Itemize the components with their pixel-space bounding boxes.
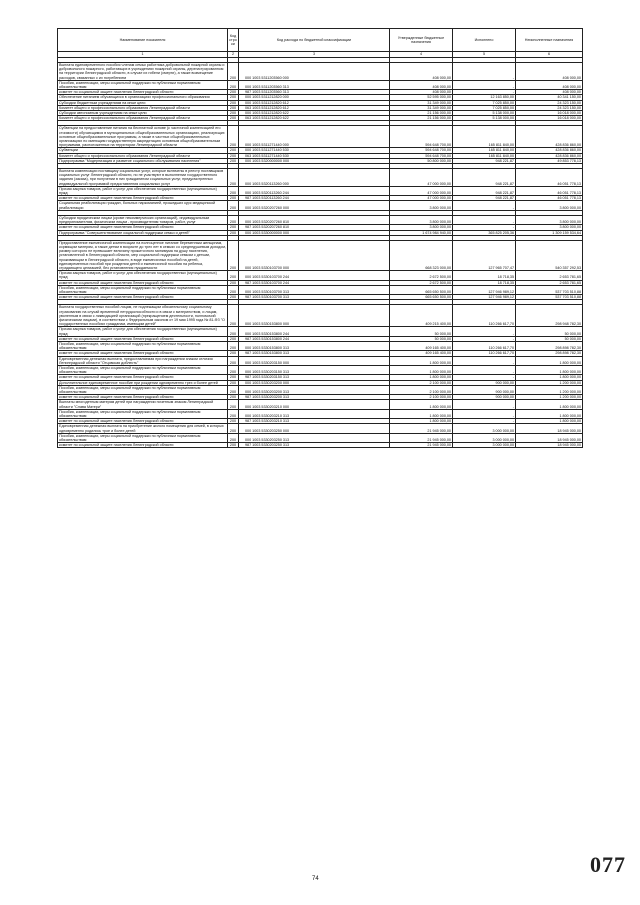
row-approved-amount: 408 000,00 [390, 80, 453, 89]
row-name: Комитет общего и профессионального образования Ленинградской области [58, 153, 228, 158]
row-name: комитет по социальной защите населения Ленинградской области [58, 295, 228, 300]
row-unexecuted-amount: 18 945 000,00 [516, 424, 583, 433]
row-unexecuted-amount: 428 836 860,00 [516, 153, 583, 158]
table-row [58, 400, 583, 409]
row-classification-code: 000 1003 5320113260 244 [239, 186, 390, 195]
row-classification-code: 000 1003 5330203250 313 [239, 433, 390, 442]
row-approved-amount: 31 349 000,00 [390, 105, 453, 110]
table-row [58, 271, 583, 280]
row-classification-code: 000 1003 5311212820 612 [239, 100, 390, 105]
row-name: Пособия, компенсации, меры социальной поддержки по публичным нормативным обязательствам [58, 433, 228, 442]
row-classification-code: 000 1003 5330103700 000 [239, 240, 390, 270]
row-kod: 200 [228, 433, 239, 442]
row-classification-code: 000 1003 5311212820 000 [239, 95, 390, 100]
table-row [58, 215, 583, 224]
table-body [58, 58, 583, 448]
row-approved-amount: 2 100 000,00 [390, 380, 453, 385]
row-unexecuted-amount: 428 836 860,00 [516, 148, 583, 153]
row-kod: 200 [228, 400, 239, 409]
row-approved-amount: 1 800 000,00 [390, 419, 453, 424]
table-row [58, 433, 583, 442]
row-kod: 200 [228, 169, 239, 187]
column-number: 3 [239, 52, 390, 58]
row-unexecuted-amount: 298 898 782,30 [516, 341, 583, 350]
row-classification-code: 000 1003 5320113260 000 [239, 169, 390, 187]
row-unexecuted-amount: 50 000,00 [516, 336, 583, 341]
table-header-row [58, 29, 583, 52]
row-name: Комитет общего и профессионального образования Ленинградской области [58, 105, 228, 110]
row-approved-amount: 52 595 000,00 [390, 95, 453, 100]
row-kod: 200 [228, 63, 239, 81]
row-kod: 200 [228, 196, 239, 201]
table-row [58, 285, 583, 294]
row-executed-amount: 948 221,87 [453, 196, 516, 201]
table-row [58, 240, 583, 270]
row-executed-amount: 948 221,87 [453, 186, 516, 195]
row-classification-code: 000 1003 5330203150 000 [239, 356, 390, 365]
row-approved-amount: 50 000,00 [390, 336, 453, 341]
row-unexecuted-amount: 2 653 781,65 [516, 271, 583, 280]
row-name: комитет по социальной защите населения Ленинградской области [58, 419, 228, 424]
row-approved-amount: 47 000 000,00 [390, 186, 453, 195]
page-number: 74 [312, 876, 319, 882]
row-kod: 200 [228, 305, 239, 327]
row-kod: 200 [228, 356, 239, 365]
column-number: 2 [228, 52, 239, 58]
row-name: Единовременная денежная выплата на приобретение жилого помещения для семей, в которых одновременно родились трое и более детей [58, 424, 228, 433]
row-executed-amount: - [453, 375, 516, 380]
row-classification-code: 000 1003 5330203200 313 [239, 385, 390, 394]
row-approved-amount: 594 648 700,00 [390, 126, 453, 148]
row-unexecuted-amount: 1 800 000,00 [516, 375, 583, 380]
row-classification-code: 000 1003 5320207260 000 [239, 201, 390, 210]
row-unexecuted-amount: 3 800 000,00 [516, 215, 583, 224]
row-kod: 200 [228, 271, 239, 280]
row-classification-code: 063 1003 5311212820 612 [239, 105, 390, 110]
row-executed-amount: - [453, 356, 516, 365]
row-kod: 200 [228, 280, 239, 285]
row-unexecuted-amount: 1 800 000,00 [516, 356, 583, 365]
row-kod: 200 [228, 341, 239, 350]
row-executed-amount: 110 266 617,70 [453, 305, 516, 327]
row-approved-amount: 3 800 000,00 [390, 201, 453, 210]
row-kod: 200 [228, 215, 239, 224]
row-unexecuted-amount: 1 800 000,00 [516, 409, 583, 418]
row-classification-code: 000 1003 5320207260 810 [239, 215, 390, 224]
row-approved-amount: 3 800 000,00 [390, 225, 453, 230]
row-kod: 200 [228, 201, 239, 210]
row-classification-code: 987 1003 5330203250 313 [239, 443, 390, 448]
row-approved-amount: 2 672 500,00 [390, 271, 453, 280]
row-executed-amount: 5 138 000,00 [453, 111, 516, 116]
row-approved-amount: 665 650 500,00 [390, 285, 453, 294]
row-unexecuted-amount: 3 800 000,00 [516, 225, 583, 230]
row-executed-amount: - [453, 225, 516, 230]
row-kod: 200 [228, 365, 239, 374]
row-classification-code: 987 1003 5330203200 313 [239, 395, 390, 400]
row-kod: 200 [228, 158, 239, 163]
row-kod: 200 [228, 380, 239, 385]
row-unexecuted-amount: 408 000,00 [516, 80, 583, 89]
row-executed-amount: 3 000 000,00 [453, 443, 516, 448]
row-name: комитет по социальной защите населения Ленинградской области [58, 196, 228, 201]
row-kod: 200 [228, 327, 239, 336]
row-name: Выплата государственных пособий лицам, не подлежащим обязательному социальному страхованию на случай временной нетрудоспособности и в связи с материнством, и лицам, уволенным в связи с ликвидацией организаций (прекращением деятельности, полномочий физическими лицами), в соответствии с Федеральным законом от 19 мая 1995 года № 81-ФЗ "О государственных пособиях гражданам, имеющим детей" [58, 305, 228, 327]
row-kod: 200 [228, 90, 239, 95]
row-classification-code: 987 1003 5330203210 313 [239, 419, 390, 424]
row-kod: 200 [228, 225, 239, 230]
row-classification-code: 000 1003 5311203560 000 [239, 63, 390, 81]
row-executed-amount: - [453, 63, 516, 81]
table-row [58, 305, 583, 327]
row-classification-code: 000 1003 5330153800 000 [239, 305, 390, 327]
row-unexecuted-amount: 1 200 000,00 [516, 385, 583, 394]
row-name: Единовременная денежная выплата, предоставляемая при награждении знаком отличия Ленинградской области "Отцовская доблесть" [58, 356, 228, 365]
row-executed-amount: 12 163 850,00 [453, 95, 516, 100]
row-executed-amount: - [453, 80, 516, 89]
row-approved-amount: 409 215 400,00 [390, 305, 453, 327]
row-approved-amount: 21 945 000,00 [390, 424, 453, 433]
row-approved-amount: 668 323 000,00 [390, 240, 453, 270]
row-executed-amount: 18 718,35 [453, 271, 516, 280]
row-name: Пособия, компенсации, меры социальной поддержки по публичным нормативным обязательствам [58, 285, 228, 294]
row-approved-amount: 1 800 000,00 [390, 400, 453, 409]
row-executed-amount: - [453, 365, 516, 374]
row-approved-amount: 408 000,00 [390, 90, 453, 95]
row-approved-amount: 409 165 400,00 [390, 351, 453, 356]
row-executed-amount: 900 000,00 [453, 385, 516, 394]
row-name: Пособия, компенсации, меры социальной поддержки по публичным нормативным обязательствам [58, 385, 228, 394]
row-unexecuted-amount: 1 309 159 534,64 [516, 230, 583, 235]
row-name: Социальная реабилитация граждан, больных наркоманией, прошедших курс медицинской реабилитации [58, 201, 228, 210]
row-name: комитет по социальной защите населения Ленинградской области [58, 351, 228, 356]
row-unexecuted-amount: 1 800 000,00 [516, 400, 583, 409]
row-unexecuted-amount: 50 000,00 [516, 327, 583, 336]
row-kod: 200 [228, 126, 239, 148]
row-executed-amount: - [453, 409, 516, 418]
row-unexecuted-amount: 2 653 781,65 [516, 280, 583, 285]
row-executed-amount: 127 946 989,12 [453, 295, 516, 300]
row-approved-amount: 2 100 000,00 [390, 395, 453, 400]
row-name: Субсидии бюджетным учреждениям на иные цели [58, 100, 228, 105]
row-name: Прочая закупка товаров, работ и услуг для обеспечения государственных (муниципальных) нужд [58, 271, 228, 280]
row-kod: 200 [228, 105, 239, 110]
row-executed-amount: 127 965 707,47 [453, 240, 516, 270]
table-row [58, 365, 583, 374]
row-executed-amount: - [453, 336, 516, 341]
row-approved-amount: 47 000 000,00 [390, 196, 453, 201]
row-kod: 200 [228, 240, 239, 270]
row-classification-code: 987 1003 5311203560 313 [239, 90, 390, 95]
header-executed: Исполнено [453, 29, 516, 52]
row-kod: 200 [228, 409, 239, 418]
row-executed-amount: 18 718,35 [453, 280, 516, 285]
row-unexecuted-amount: 16 018 000,00 [516, 111, 583, 116]
row-approved-amount: 408 000,00 [390, 63, 453, 81]
row-kod: 200 [228, 419, 239, 424]
row-name: Предоставление ежемесячной компенсации на полноценное питание беременным женщинам, кормящим матерям, а также детям в возрасте до трех лет в семьях со среднедушевым доходом, размер которого не превышает величину прожиточного минимума на душу населения, установленной в Ленинградской области, мер социальной поддержки семьям с детьми, проживающим в Ленинградской области, в виде ежемесячных пособий на детей, единовременных пособий при рождении детей и ежемесячной пособия на ребенка, страдающего целиакией, без установления нуждаемости [59, 240, 226, 270]
row-kod: 200 [228, 80, 239, 89]
table-row [58, 63, 583, 81]
row-unexecuted-amount: 46 051 778,13 [516, 186, 583, 195]
row-unexecuted-amount: 46 051 778,13 [516, 196, 583, 201]
row-approved-amount: 21 945 000,00 [390, 433, 453, 442]
row-unexecuted-amount: 1 800 000,00 [516, 419, 583, 424]
row-name: Прочая закупка товаров, работ и услуг для обеспечения государственных (муниципальных) нужд [58, 186, 228, 195]
row-approved-amount: 1 800 000,00 [390, 356, 453, 365]
row-approved-amount: 1 674 984 940,00 [390, 230, 453, 235]
row-unexecuted-amount: 408 000,00 [516, 63, 583, 81]
header-kod: Код стро ки [228, 29, 239, 52]
row-approved-amount: 50 800 000,00 [390, 158, 453, 163]
table-row [58, 80, 583, 89]
row-executed-amount: 165 811 840,00 [453, 148, 516, 153]
table-row [58, 169, 583, 187]
row-name: Выплата единовременного пособия членам семьи работника добровольной пожарной охраны и добровольного пожарного, работающих в учреждениях пожарной охраны, дерегистрированном на территории Ленинградской области, в случае их гибели (смерти), а также возмещение расходов, связанных с их погребением [58, 63, 228, 81]
row-kod: 200 [228, 424, 239, 433]
table-row [58, 201, 583, 210]
row-name: Комитет общего и профессионального образования Ленинградской области [58, 116, 228, 121]
row-name: Субсидии юридическим лицам (кроме некоммерческих организаций), индивидуальным предпринимателям, физическим лицам - производителям товаров, работ, услуг [58, 215, 228, 224]
row-name: комитет по социальной защите населения Ленинградской области [58, 225, 228, 230]
row-name: Пособия, компенсации, меры социальной поддержки по публичным нормативным обязательствам [58, 409, 228, 418]
handwritten-sheet-number: 077 [590, 852, 626, 877]
row-unexecuted-amount: 537 703 510,88 [516, 295, 583, 300]
row-executed-amount: 110 266 617,70 [453, 351, 516, 356]
row-kod: 200 [228, 186, 239, 195]
row-classification-code: 000 1003 5330103700 244 [239, 271, 390, 280]
row-unexecuted-amount: 3 800 000,00 [516, 201, 583, 210]
row-classification-code: 987 1003 5320207260 810 [239, 225, 390, 230]
row-classification-code: 987 1003 5330203150 313 [239, 375, 390, 380]
row-classification-code: 987 1003 5330103700 313 [239, 295, 390, 300]
table-row [58, 424, 583, 433]
row-unexecuted-amount: 49 853 778,13 [516, 158, 583, 163]
row-executed-amount: 110 266 617,70 [453, 341, 516, 350]
row-approved-amount: 50 000,00 [390, 327, 453, 336]
row-executed-amount: 165 811 840,00 [453, 153, 516, 158]
row-kod: 200 [228, 351, 239, 356]
row-classification-code: 987 1003 5330153800 313 [239, 351, 390, 356]
row-unexecuted-amount: 46 051 778,13 [516, 169, 583, 187]
table-row [58, 327, 583, 336]
row-classification-code: 063 1003 5311212820 622 [239, 116, 390, 121]
row-unexecuted-amount: 24 323 150,00 [516, 105, 583, 110]
column-number: 4 [390, 52, 453, 58]
row-executed-amount: 3 000 000,00 [453, 424, 516, 433]
row-kod: 200 [228, 148, 239, 153]
row-approved-amount: 1 800 000,00 [390, 365, 453, 374]
row-executed-amount: - [453, 419, 516, 424]
row-name: Субсидии автономным учреждениям на иные цели [58, 111, 228, 116]
row-unexecuted-amount: 540 357 292,53 [516, 240, 583, 270]
row-unexecuted-amount: 40 341 150,00 [516, 95, 583, 100]
budget-execution-table [57, 28, 583, 448]
row-executed-amount: 3 000 000,00 [453, 433, 516, 442]
row-unexecuted-amount: 24 323 150,00 [516, 100, 583, 105]
row-kod: 200 [228, 111, 239, 116]
row-unexecuted-amount: 18 945 000,00 [516, 443, 583, 448]
table-row [58, 409, 583, 418]
row-approved-amount: 594 648 700,00 [390, 148, 453, 153]
row-unexecuted-amount: 1 200 000,00 [516, 380, 583, 385]
row-kod: 200 [228, 375, 239, 380]
row-executed-amount: 7 025 850,00 [453, 100, 516, 105]
row-classification-code: 000 1003 5330000000 000 [239, 230, 390, 235]
row-name: Выплата компенсации поставщику социальных услуг, которые включены в реестр поставщиков социальных услуг Ленинградской области, но не участвуют в выполнении государственного задания (заказа), при получении в них гражданином социальных услуг, предусмотренных индивидуальной программой предоставления социальных услуг [58, 169, 228, 187]
row-executed-amount: - [453, 215, 516, 224]
row-name: комитет по социальной защите населения Ленинградской области [58, 280, 228, 285]
header-cls: Код расхода по бюджетной классификации [239, 29, 390, 52]
row-kod: 200 [228, 395, 239, 400]
row-classification-code: 000 1003 5311271440 000 [239, 126, 390, 148]
row-classification-code: 000 1003 5320000000 000 [239, 158, 390, 163]
row-executed-amount: - [453, 400, 516, 409]
row-approved-amount: 21 945 000,00 [390, 443, 453, 448]
row-classification-code: 000 1003 5330153800 244 [239, 327, 390, 336]
row-name: комитет по социальной защите населения Ленинградской области [58, 90, 228, 95]
row-classification-code: 987 1003 5330153800 244 [239, 336, 390, 341]
row-classification-code: 000 1003 5330203150 313 [239, 365, 390, 374]
table-row [58, 385, 583, 394]
row-approved-amount: 31 349 000,00 [390, 100, 453, 105]
row-classification-code: 000 1003 5330203210 313 [239, 409, 390, 418]
row-name: комитет по социальной защите населения Ленинградской области [58, 336, 228, 341]
row-executed-amount: 7 025 850,00 [453, 105, 516, 110]
column-number: 6 [516, 52, 583, 58]
row-unexecuted-amount: 1 200 000,00 [516, 395, 583, 400]
row-name: Субвенции [58, 148, 228, 153]
row-approved-amount: 594 648 700,00 [390, 153, 453, 158]
row-name: Пособия, компенсации, меры социальной поддержки по публичным нормативным обязательствам [58, 341, 228, 350]
row-classification-code: 000 1003 5330203250 000 [239, 424, 390, 433]
row-kod: 200 [228, 385, 239, 394]
row-name: комитет по социальной защите населения Ленинградской области [58, 443, 228, 448]
row-approved-amount: 21 156 000,00 [390, 116, 453, 121]
row-unexecuted-amount: 1 800 000,00 [516, 365, 583, 374]
row-unexecuted-amount: 298 948 782,30 [516, 305, 583, 327]
table-row [58, 443, 583, 448]
row-name: Дополнительное единовременное пособие при рождении одновременно трех и более детей [58, 380, 228, 385]
row-approved-amount: 1 800 000,00 [390, 409, 453, 418]
row-unexecuted-amount: 408 000,00 [516, 90, 583, 95]
row-kod: 200 [228, 116, 239, 121]
row-executed-amount: 127 946 989,12 [453, 285, 516, 294]
row-name: комитет по социальной защите населения Ленинградской области [58, 395, 228, 400]
row-name: Прочая закупка товаров, работ и услуг для обеспечения государственных (муниципальных) нужд [58, 327, 228, 336]
table-row [58, 341, 583, 350]
row-classification-code: 000 1003 5330203200 000 [239, 380, 390, 385]
row-kod: 200 [228, 285, 239, 294]
row-unexecuted-amount: 428 836 860,00 [516, 126, 583, 148]
row-approved-amount: 21 156 000,00 [390, 111, 453, 116]
row-kod: 200 [228, 95, 239, 100]
row-classification-code: 000 1003 5330103700 313 [239, 285, 390, 294]
row-classification-code: 000 1003 5330203210 000 [239, 400, 390, 409]
row-kod: 200 [228, 100, 239, 105]
header-name: Наименование показателя [58, 29, 228, 52]
row-kod: 200 [228, 153, 239, 158]
table-row [58, 126, 583, 148]
row-classification-code: 000 1003 5330153800 313 [239, 341, 390, 350]
row-executed-amount: 5 138 000,00 [453, 116, 516, 121]
row-approved-amount: 2 672 500,00 [390, 280, 453, 285]
row-classification-code: 987 1003 5330103700 244 [239, 280, 390, 285]
row-kod: 200 [228, 336, 239, 341]
row-unexecuted-amount: 16 018 000,00 [516, 116, 583, 121]
row-name: комитет по социальной защите населения Ленинградской области [58, 375, 228, 380]
row-classification-code: 000 1003 5311271440 530 [239, 148, 390, 153]
row-name: Выплаты многодетным матерям детей при награждении почетным знаком Ленинградской области "Слава Матери" [58, 400, 228, 409]
row-classification-code: 000 1003 5311212820 622 [239, 111, 390, 116]
row-name: Субвенции на предоставление питания на бесплатной основе (с частичной компенсацией его стоимости) обучающимся в муниципальных общеобразовательных организациях, реализующих основные общеобразовательные программы, а также в частных общеобразовательных организациях по имеющим государственную аккредитацию основным общеобразовательным программам, расположенных на территории Ленинградской области [58, 126, 228, 148]
row-executed-amount: - [453, 327, 516, 336]
table-row [58, 356, 583, 365]
header-approved: Утвержденные бюджетные назначения [390, 29, 453, 52]
row-approved-amount: 47 000 000,00 [390, 169, 453, 187]
column-number: 5 [453, 52, 516, 58]
row-executed-amount: 365 825 205,36 [453, 230, 516, 235]
table-row [58, 186, 583, 195]
row-executed-amount: 900 000,00 [453, 380, 516, 385]
row-approved-amount: 1 800 000,00 [390, 375, 453, 380]
row-executed-amount: 948 221,87 [453, 158, 516, 163]
row-executed-amount: 900 000,00 [453, 395, 516, 400]
row-classification-code: 000 1003 5311203560 313 [239, 80, 390, 89]
row-approved-amount: 2 100 000,00 [390, 385, 453, 394]
row-executed-amount: - [453, 201, 516, 210]
row-classification-code: 063 1003 5311271440 530 [239, 153, 390, 158]
row-executed-amount: 948 221,87 [453, 169, 516, 187]
row-approved-amount: 665 650 500,00 [390, 295, 453, 300]
row-name: Пособия, компенсации, меры социальной поддержки по публичным нормативным обязательствам [58, 80, 228, 89]
row-executed-amount: 165 811 840,00 [453, 126, 516, 148]
row-kod: 200 [228, 295, 239, 300]
row-name: Подпрограмма "Модернизация и развитие социального обслуживания населения" [58, 158, 228, 163]
row-unexecuted-amount: 18 945 000,00 [516, 433, 583, 442]
column-number: 1 [58, 52, 228, 58]
row-kod: 200 [228, 443, 239, 448]
header-unexecuted: Неисполненные назначения [516, 29, 583, 52]
row-approved-amount: 409 165 400,00 [390, 341, 453, 350]
row-approved-amount: 3 800 000,00 [390, 215, 453, 224]
row-unexecuted-amount: 298 898 782,30 [516, 351, 583, 356]
row-name: Пособия, компенсации, меры социальной поддержки по публичным нормативным обязательствам [58, 365, 228, 374]
row-name: Обеспечение питанием обучающихся в организациях профессионального образования [58, 95, 228, 100]
row-unexecuted-amount: 537 703 510,88 [516, 285, 583, 294]
row-kod: 200 [228, 230, 239, 235]
row-name: Подпрограмма "Совершенствование социальной поддержки семьи и детей" [58, 230, 228, 235]
row-executed-amount: - [453, 90, 516, 95]
row-classification-code: 987 1003 5320113260 244 [239, 196, 390, 201]
